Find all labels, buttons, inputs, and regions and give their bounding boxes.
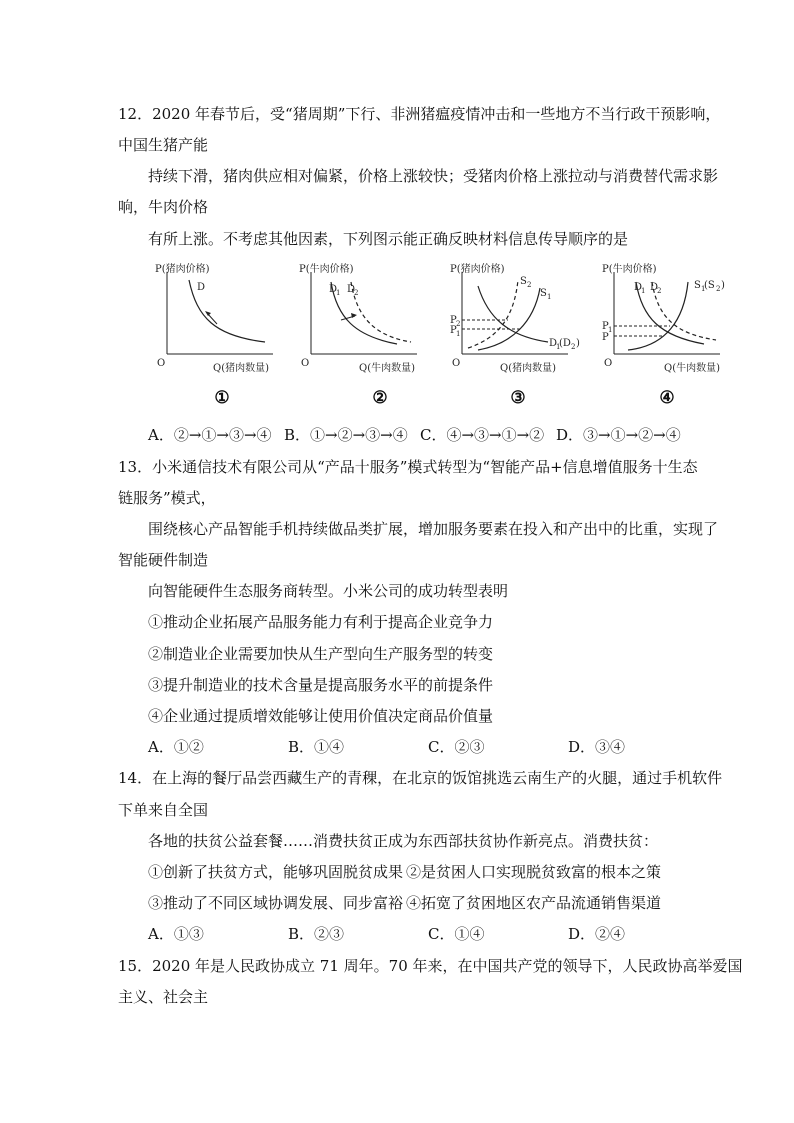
graph4-p1: P <box>602 321 609 332</box>
svg-text:1: 1 <box>456 330 461 338</box>
svg-text:2: 2 <box>716 285 721 293</box>
graph1-curve-d: D <box>197 282 206 293</box>
svg-text:(S: (S <box>704 280 715 291</box>
graph-3 <box>448 258 578 374</box>
graph1-number: ① <box>214 388 230 408</box>
graph3-p2: P <box>450 315 457 326</box>
graph2-xlabel: Q(牛肉数量) <box>359 363 416 374</box>
q14-item-4: ④拓宽了贫困地区农产品流通销售渠道 <box>406 894 662 912</box>
graph3-s1: S <box>540 288 547 299</box>
q13-stem-line1: 13．小米通信技术有限公司从“产品十服务”模式转型为“智能产品+信息增值服务十生态 <box>118 458 698 476</box>
svg-text:): ) <box>576 338 580 349</box>
q12-stem-line2: 中国生猪产能 <box>118 136 209 154</box>
graph3-d: D <box>549 338 558 349</box>
graph4-s: S <box>694 280 701 291</box>
q14-stem-line1: 14．在上海的餐厅品尝西藏生产的青稞，在北京的饭馆挑选云南生产的火腿，通过手机软件 <box>118 769 723 787</box>
svg-text:1: 1 <box>547 293 552 301</box>
q13-option-c[interactable]: C．②③ <box>428 738 485 756</box>
graph2-origin: O <box>301 358 310 369</box>
q12-stem-line1: 12．2020 年春节后，受“猪周期”下行、非洲猪瘟疫情冲击和一些地方不当行政干预影响， <box>118 105 721 123</box>
graph1-origin: O <box>157 358 166 369</box>
svg-text:1: 1 <box>641 287 646 295</box>
graph4-p: P <box>602 332 609 343</box>
q13-item-1: ①推动企业拓展产品服务能力有利于提高企业竞争力 <box>148 613 494 631</box>
q15-stem-line1: 15．2020 年是人民政协成立 71 周年。70 年来，在中国共产党的领导下，人民政协高举爱国 <box>118 957 743 975</box>
graph1-ylabel: P(猪肉价格) <box>155 264 210 275</box>
q12-stem-line5: 有所上涨。不考虑其他因素，下列图示能正确反映材料信息传导顺序的是 <box>148 230 629 248</box>
q13-stem-line4: 智能硬件制造 <box>118 551 209 569</box>
svg-text:1: 1 <box>336 289 341 297</box>
q13-option-d[interactable]: D．③④ <box>568 738 626 756</box>
q13-item-4: ④企业通过提质增效能够让使用价值决定商品价值量 <box>148 707 494 725</box>
q13-stem-line2: 链服务”模式， <box>118 489 216 507</box>
svg-text:2: 2 <box>354 289 359 297</box>
graph3-origin: O <box>452 358 461 369</box>
graph4-xlabel: Q(牛肉数量) <box>664 363 721 374</box>
q12-stem-line4: 响，牛肉价格 <box>118 198 209 216</box>
q14-item-1: ①创新了扶贫方式，能够巩固脱贫成果 <box>148 863 404 881</box>
graph4-d2: D <box>650 282 659 293</box>
q12-stem-line3: 持续下滑，猪肉供应相对偏紧，价格上涨较快；受猪肉价格上涨拉动与消费替代需求影 <box>148 167 719 185</box>
graph1-xlabel: Q(猪肉数量) <box>213 363 270 374</box>
svg-text:1: 1 <box>608 326 613 334</box>
graph2-d1: D <box>329 284 338 295</box>
svg-text:2: 2 <box>527 281 532 289</box>
graph3-s2: S <box>520 276 527 287</box>
q14-option-c[interactable]: C．①④ <box>428 925 485 943</box>
q12-option-a[interactable]: A．②→①→③→④ <box>148 426 272 444</box>
svg-text:(D: (D <box>559 338 571 349</box>
q12-option-c[interactable]: C．④→③→①→② <box>420 426 545 444</box>
q13-item-2: ②制造业企业需要加快从生产型向生产服务型的转变 <box>148 645 494 663</box>
q13-item-3: ③提升制造业的技术含量是提高服务水平的前提条件 <box>148 676 494 694</box>
graph4-number: ④ <box>659 388 675 408</box>
graph-2 <box>297 258 427 374</box>
graph2-ylabel: P(牛肉价格) <box>299 264 354 275</box>
q14-stem-line3: 各地的扶贫公益套餐……消费扶贫正成为东西部扶贫协作新亮点。消费扶贫： <box>148 832 659 850</box>
graph4-d1: D <box>634 282 643 293</box>
graph4-origin: O <box>604 358 613 369</box>
q15-stem-line2: 主义、社会主 <box>118 988 209 1006</box>
q14-item-3: ③推动了不同区域协调发展、同步富裕 <box>148 894 404 912</box>
graph2-d2: D <box>347 284 356 295</box>
q13-stem-line5: 向智能硬件生态服务商转型。小米公司的成功转型表明 <box>148 582 509 600</box>
graph-4 <box>600 258 740 374</box>
q14-option-b[interactable]: B．②③ <box>288 925 345 943</box>
q13-option-b[interactable]: B．①④ <box>288 738 345 756</box>
graph3-ylabel: P(猪肉价格) <box>450 264 505 275</box>
q13-option-a[interactable]: A．①② <box>148 738 204 756</box>
graph3-number: ③ <box>510 388 526 408</box>
svg-text:2: 2 <box>571 343 576 351</box>
q14-stem-line2: 下单来自全国 <box>118 801 209 819</box>
q12-option-b[interactable]: B．①→②→③→④ <box>284 426 408 444</box>
q12-option-d[interactable]: D．③→①→②→④ <box>556 426 681 444</box>
graph-1 <box>153 258 283 374</box>
graph3-xlabel: Q(猪肉数量) <box>500 363 557 374</box>
svg-text:2: 2 <box>657 287 662 295</box>
svg-text:1: 1 <box>701 285 706 293</box>
q13-stem-line3: 围绕核心产品智能手机持续做品类扩展，增加服务要素在投入和产出中的比重，实现了 <box>148 520 719 538</box>
graph2-number: ② <box>372 388 388 408</box>
svg-text:2: 2 <box>456 320 461 328</box>
q14-option-a[interactable]: A．①③ <box>148 925 204 943</box>
svg-text:1: 1 <box>556 343 561 351</box>
svg-text:): ) <box>721 280 725 291</box>
q14-item-2: ②是贫困人口实现脱贫致富的根本之策 <box>406 863 662 881</box>
graph4-ylabel: P(牛肉价格) <box>602 264 657 275</box>
q14-option-d[interactable]: D．②④ <box>568 925 626 943</box>
graph3-p1: P <box>450 325 457 336</box>
